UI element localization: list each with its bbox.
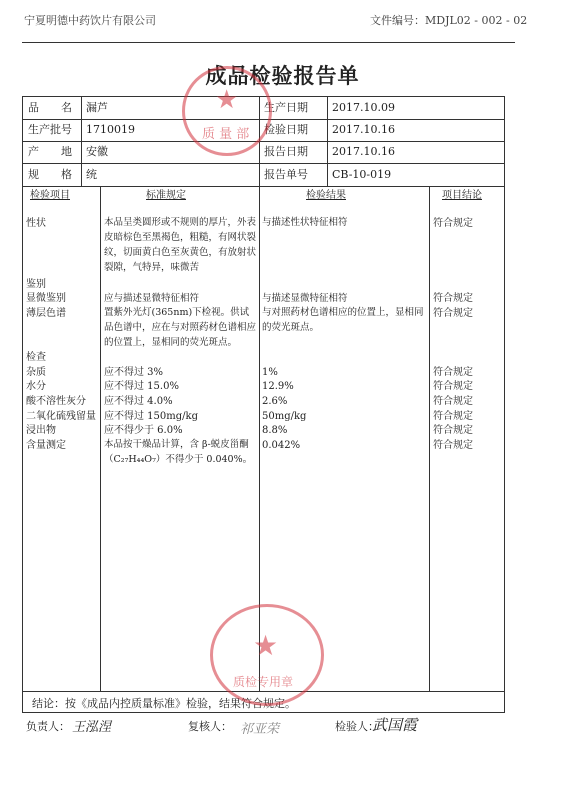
item-cell: 含量测定	[26, 440, 66, 451]
origin-label: 产 地	[28, 145, 72, 158]
result-cell: 0.042%	[262, 440, 301, 451]
stamp-label: 质 量 部	[202, 127, 250, 142]
seal-label: 质检专用章	[233, 675, 294, 689]
col-divider	[327, 97, 328, 186]
standard-cell: 应不得过 15.0%	[104, 381, 179, 392]
batch-value: 1710019	[86, 123, 135, 136]
conclusion-cell: 符合规定	[433, 293, 473, 304]
standard-cell: 本品呈类圆形或不规则的厚片，外表皮暗棕色至黑褐色，粗糙，有网状裂纹，切面黄白色至灰黄色，有放射状裂隙，气特异，味微苦	[104, 217, 257, 273]
row-divider	[23, 163, 505, 164]
standard-cell: 置紫外光灯(365nm)下检视。供试品色谱中，应在与对照药材色谱相应的位置上，显相同的荧光斑点。	[104, 307, 257, 348]
result-cell: 2.6%	[262, 396, 288, 407]
report-no-label: 报告单号	[264, 168, 308, 181]
name-value: 漏芦	[86, 101, 108, 114]
reviewer-label: 复核人：	[188, 720, 232, 733]
report-no-value: CB-10-019	[332, 168, 392, 181]
result-cell: 1%	[262, 367, 278, 378]
conclusion-cell: 符合规定	[433, 440, 473, 451]
spec-value: 统	[86, 168, 97, 181]
responsible-label: 负责人：	[26, 720, 70, 733]
item-cell: 薄层色谱	[26, 308, 66, 319]
reviewer-signature: 祁亚荣	[240, 722, 280, 737]
item-cell: 浸出物	[26, 425, 56, 436]
col-header-item: 检验项目	[30, 190, 70, 201]
col-header-result: 检验结果	[306, 190, 346, 201]
col-divider	[81, 97, 82, 186]
company-name: 宁夏明德中药饮片有限公司	[24, 14, 156, 27]
result-cell: 12.9%	[262, 381, 294, 392]
row-divider	[23, 186, 505, 187]
item-cell: 酸不溶性灰分	[26, 396, 86, 407]
standard-cell: 应不得过 3%	[104, 367, 164, 378]
item-cell: 二氧化硫残留量	[26, 411, 96, 422]
item-cell: 检查	[26, 352, 46, 363]
item-cell: 鉴别	[26, 279, 46, 290]
batch-label: 生产批号	[28, 123, 72, 136]
conclusion-cell: 符合规定	[433, 218, 473, 229]
standard-cell: 应不得过 150mg/kg	[104, 411, 198, 422]
conclusion-cell: 符合规定	[433, 396, 473, 407]
standard-cell: 本品按干燥品计算，含 β-蜕皮甾酮（C₂₇H₄₄O₇）不得少于 0.040%。	[104, 439, 253, 465]
result-cell: 与描述性状特征相符	[262, 217, 348, 228]
prod-date-label: 生产日期	[264, 101, 308, 114]
report-conclusion: 结论：按《成品内控质量标准》检验，结果符合规定。	[32, 697, 296, 710]
responsible-signature: 王泓涅	[72, 720, 112, 735]
origin-value: 安徽	[86, 145, 108, 158]
item-cell: 性状	[26, 218, 46, 229]
inspector-label: 检验人：	[335, 720, 379, 733]
row-divider	[23, 141, 505, 142]
standard-cell: 应不得少于 6.0%	[104, 425, 183, 436]
name-label: 品 名	[28, 101, 72, 114]
test-date-label: 检验日期	[264, 123, 308, 136]
header-divider	[22, 42, 515, 43]
conclusion-cell: 符合规定	[433, 367, 473, 378]
col-header-standard: 标准规定	[146, 190, 186, 201]
test-date-value: 2017.10.16	[332, 123, 395, 136]
spec-label: 规 格	[28, 168, 72, 181]
star-icon: ★	[253, 629, 279, 662]
standard-cell: 应与描述显微特征相符	[104, 293, 200, 304]
document-number: 文件编号：MDJL02 - 002 - 02	[370, 14, 528, 27]
col-divider	[100, 186, 101, 691]
item-cell: 水分	[26, 381, 46, 392]
conclusion-cell: 符合规定	[433, 411, 473, 422]
item-cell: 杂质	[26, 367, 46, 378]
result-cell: 50mg/kg	[262, 411, 307, 422]
result-cell: 8.8%	[262, 425, 288, 436]
star-icon: ★	[215, 85, 239, 115]
conclusion-cell: 符合规定	[433, 425, 473, 436]
quality-dept-stamp	[182, 66, 272, 156]
col-divider	[429, 186, 430, 691]
standard-cell: 应不得过 4.0%	[104, 396, 173, 407]
qc-seal-stamp	[210, 604, 324, 706]
conclusion-cell: 符合规定	[433, 308, 473, 319]
result-cell: 与描述显微特征相符	[262, 293, 348, 304]
col-header-conclusion: 项目结论	[442, 190, 482, 201]
report-date-value: 2017.10.16	[332, 145, 395, 158]
report-title: 成品检验报告单	[205, 63, 360, 88]
conclusion-cell: 符合规定	[433, 381, 473, 392]
report-date-label: 报告日期	[264, 145, 308, 158]
item-cell: 显微鉴别	[26, 293, 66, 304]
inspector-signature: 武国霞	[372, 716, 418, 734]
result-cell: 与对照药材色谱相应的位置上，显相同的荧光斑点。	[262, 307, 424, 333]
prod-date-value: 2017.10.09	[332, 101, 395, 114]
